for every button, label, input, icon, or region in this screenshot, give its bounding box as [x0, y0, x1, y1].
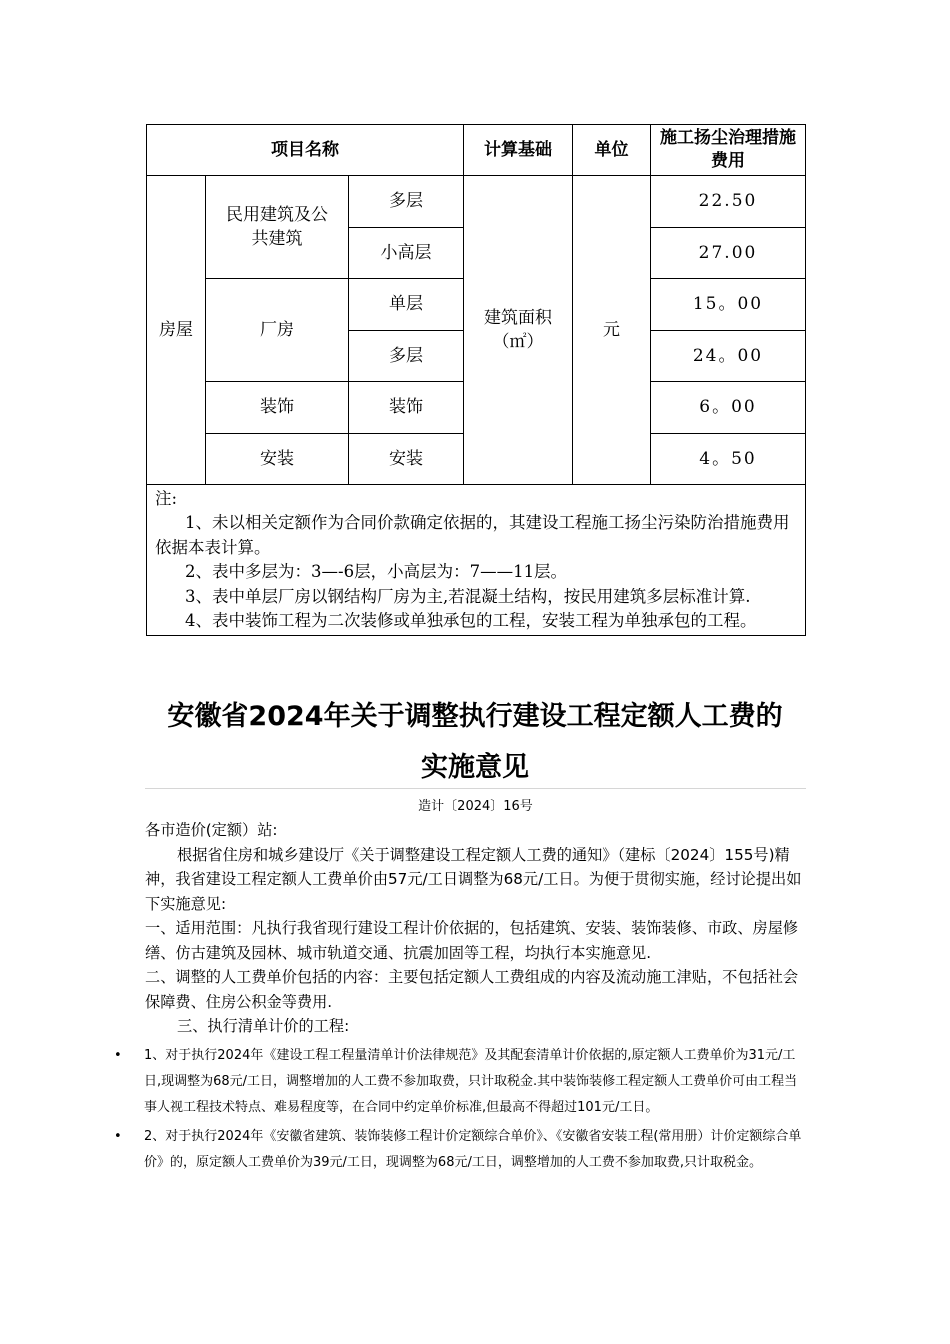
header-basis: 计算基础 — [464, 125, 573, 176]
group-name-civil: 民用建筑及公共建筑 — [206, 176, 349, 279]
notes-label: 注: — [155, 489, 178, 508]
sub-type-cell: 多层 — [349, 176, 464, 228]
sub-type-cell: 安装 — [349, 433, 464, 485]
bullet-list — [112, 1043, 808, 1179]
section-3: 三、执行清单计价的工程: — [177, 1017, 350, 1035]
note-2: 2、表中多层为：3—-6层，小高层为：7——11层。 — [185, 562, 568, 582]
fee-value-cell: 15。00 — [651, 279, 806, 331]
paragraph-intro: 根据省住房和城乡建设厅《关于调整建设工程定额人工费的通知》（建标〔2024〕155号)精神，我省建设工程定额人工费单价由57元/工日调整为68元/工日。为便于贯彻实施，经讨论提出如下实施意见: — [145, 845, 802, 913]
fee-value-cell: 4。50 — [651, 433, 806, 485]
note-1: 1、未以相关定额作为合同价款确定依据的，其建设工程施工扬尘污染防治措施费用依据本表计算。 — [155, 513, 790, 557]
sub-type-cell: 装饰 — [349, 382, 464, 434]
basis-cell: 建筑面积（㎡） — [464, 176, 573, 485]
list-item — [112, 1124, 808, 1176]
list-item-text: 2、对于执行2024年《安徽省建筑、装饰装修工程计价定额综合单价》、《安徽省安装工程(常用册）计价定额综合单价》的，原定额人工费单价为39元/工日，现调整为68元/工日，调整增加的人工费不参加取费,只计取税金。 — [144, 1129, 802, 1170]
notes-cell — [147, 485, 806, 636]
document-body — [145, 818, 807, 1039]
group-name-installation: 安装 — [206, 433, 349, 485]
bullet-icon: • — [114, 1129, 122, 1144]
group-name-factory: 厂房 — [206, 279, 349, 382]
section-1: 一、适用范围：凡执行我省现行建设工程计价依据的，包括建筑、安装、装饰装修、市政、房屋修缮、仿古建筑及园林、城市轨道交通、抗震加固等工程，均执行本实施意见. — [145, 919, 799, 962]
document-title-line1: 安徽省2024年关于调整执行建设工程定额人工费的 — [167, 701, 783, 732]
header-unit: 单位 — [573, 125, 651, 176]
section-2: 二、调整的人工费单价包括的内容：主要包括定额人工费组成的内容及流动施工津贴，不包括社会保障费、住房公积金等费用. — [145, 968, 799, 1011]
sub-type-cell: 多层 — [349, 330, 464, 382]
title-divider — [145, 788, 806, 789]
document-number: 造计〔2024〕16号 — [418, 799, 533, 814]
header-item-name: 项目名称 — [147, 125, 464, 176]
category-cell: 房屋 — [147, 176, 206, 485]
sub-type-cell: 小高层 — [349, 227, 464, 279]
salutation: 各市造价(定额）站: — [145, 821, 278, 839]
list-item — [112, 1043, 808, 1121]
fee-value-cell: 27.00 — [651, 227, 806, 279]
header-fee: 施工扬尘治理措施费用 — [651, 125, 806, 176]
fee-value-cell: 22.50 — [651, 176, 806, 228]
unit-cell: 元 — [573, 176, 651, 485]
fee-value-cell: 6。00 — [651, 382, 806, 434]
list-item-text: 1、对于执行2024年《建设工程工程量清单计价法律规范》及其配套清单计价依据的,原定额人工费单价为31元/工日,现调整为68元/工日，调整增加的人工费不参加取费，只计取税金.其中装饰装修工程定额人工费单价可由工程当事人视工程技术特点、难易程度等，在合同中约定单价标准,但最高不得超过101元/工日。 — [144, 1048, 798, 1115]
sub-type-cell: 单层 — [349, 279, 464, 331]
document-title-line2: 实施意见 — [421, 752, 529, 783]
note-4: 4、表中装饰工程为二次装修或单独承包的工程，安装工程为单独承包的工程。 — [185, 611, 757, 631]
note-3: 3、表中单层厂房以钢结构厂房为主,若混凝土结构，按民用建筑多层标准计算. — [185, 586, 751, 606]
fee-value-cell: 24。00 — [651, 330, 806, 382]
group-name-decoration: 装饰 — [206, 382, 349, 434]
fee-table — [146, 124, 806, 636]
bullet-icon: • — [114, 1048, 122, 1063]
